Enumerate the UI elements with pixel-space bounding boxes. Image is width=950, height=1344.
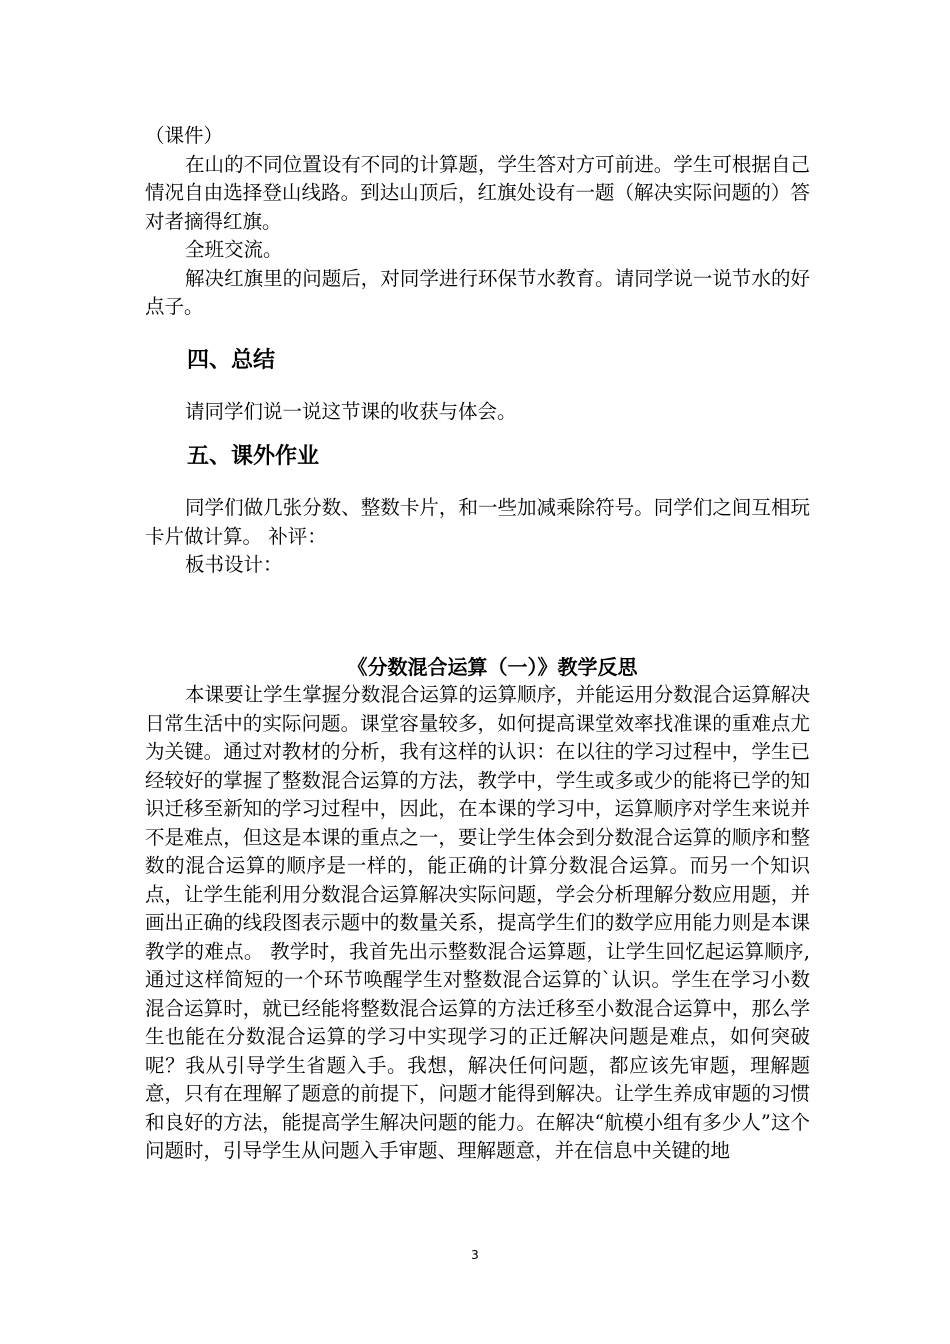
paragraph-summary: 请同学们说一说这节课的收获与体会。 [185, 399, 517, 423]
reflection-body: 本课要让学生掌握分数混合运算的运算顺序，并能运用分数混合运算解决日常生活中的实际问题。课堂容量较多，如何提高课堂效率找准课的重难点尤为关键。通过对教材的分析，我有这样的认识：在以往的学习过程中，学生已经较好的掌握了整数混合运算的方法，教学中，学生或多或少的能将已学的知识迁移至新知的学习过程中，因此，在本课的学习中，运算顺序对学生来说并不是难点，但这是本课的重点之一，要让学生体会到分数混合运算的顺序和整数的混合运算的顺序是一样的，能正确的计算分数混合运算。而另一个知识点，让学生能利用分数混合运算解决实际问题，学会分析理解分数应用题，并画出正确的线段图表示题中的数量关系，提高学生们的数学应用能力则是本课教学的难点。 教学时，我首先出示整数混合运算题，让学生回忆起运算顺序,通过这样简短的一个环节唤醒学生对整数混合运算的`认识。学生在学习小数混合运算时，就已经能将整数混合运算的方法迁移至小数混合运算中，那么学生也能在分数混合运算的学习中实现学习的正迁解决问题是难点，如何突破呢？我从引导学生省题入手。我想，解决任何问题，都应该先审题，理解题意，只有在理解了题意的前提下，问题才能得到解决。让学生养成审题的习惯和良好的方法，能提高学生解决问题的能力。在解决“航模小组有多少人”这个问题时，引导学生从问题入手审题、理解题意，并在信息中关键的地 [145, 683, 810, 1162]
section-heading-summary: 四、总结 [187, 347, 276, 373]
courseware-label: （课件） [145, 124, 224, 147]
reflection-title: 《分数混合运算（一）》教学反思 [347, 654, 638, 679]
paragraph-mountain-game: 在山的不同位置设有不同的计算题，学生答对方可前进。学生可根据自己情况自由选择登山线路。到达山顶后，红旗处设有一题（解决实际问题的）答对者摘得红旗。 [145, 152, 810, 233]
document-content [145, 122, 810, 1166]
paragraph-water-saving: 解决红旗里的问题后，对同学进行环保节水教育。请同学说一说节水的好点子。 [145, 266, 810, 318]
paragraph-board-design: 板书设计： [185, 553, 283, 576]
paragraph-homework: 同学们做几张分数、整数卡片，和一些加减乘除符号。同学们之间互相玩卡片做计算。 补评： [145, 496, 810, 548]
page-number: 3 [471, 1248, 479, 1262]
section-heading-homework: 五、课外作业 [187, 444, 320, 469]
paragraph-class-exchange: 全班交流。 [185, 238, 283, 261]
